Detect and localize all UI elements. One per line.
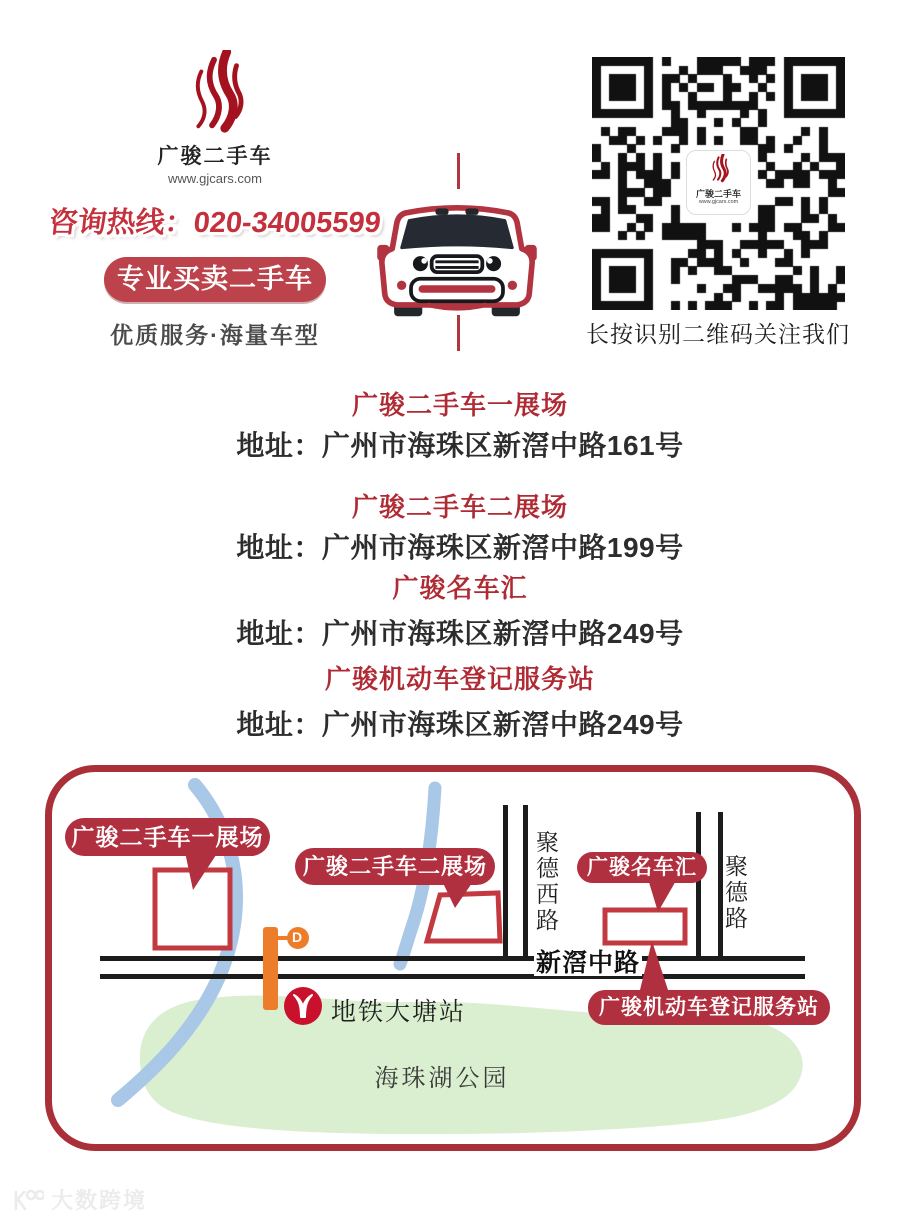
location-title: 广骏名车汇 [392,573,528,603]
brand-name: 广骏二手车 [157,145,273,168]
building-site2 [427,893,500,941]
location-address: 地址：广州市海珠区新滘中路199号 [236,532,684,563]
location-address: 地址：广州市海珠区新滘中路249号 [236,618,684,649]
tagline-text: 优质服务·海量车型 [110,322,320,348]
header-left [48,50,382,350]
metro-exit-label: D [292,929,303,945]
location-title: 广骏二手车二展场 [351,492,568,522]
location-title: 广骏二手车一展场 [351,390,568,420]
map-bubble-site1: 广骏二手车一展场 [65,818,270,856]
building-site3 [605,910,685,943]
car-icon [377,198,537,320]
location-address: 地址：广州市海珠区新滘中路161号 [236,430,684,461]
service-badge: 专业买卖二手车 [104,257,326,302]
qr-center-logo [686,150,751,215]
watermark-logo [12,1187,44,1213]
qr-logo-site: www.gjcars.com [698,198,739,205]
map-bubble-site3: 广骏名车汇 [577,852,707,883]
map-container [45,765,861,1151]
brand-website: www.gjcars.com [168,171,262,186]
flame-logo-icon [183,50,247,138]
road-label-judexi: 聚德西路 [533,830,559,934]
road-label-xinjiao: 新滘中路 [535,949,640,977]
watermark-text: 大数跨境 [51,1188,148,1213]
park-label: 海珠湖公园 [374,1065,510,1092]
watermark [12,1184,147,1215]
qr-logo-name: 广骏二手车 [695,189,741,199]
road-label-jude: 聚德路 [722,854,748,932]
flame-logo-icon [708,154,730,184]
divider-line [457,315,460,351]
metro-station-label: 地铁大塘站 [331,998,467,1026]
location-title: 广骏机动车登记服务站 [324,664,595,694]
map-bubble-site2: 广骏二手车二展场 [295,848,495,885]
qr-caption: 长按识别二维码关注我们 [586,321,850,347]
map-bubble-site4: 广骏机动车登记服务站 [588,990,830,1025]
divider-line [457,153,460,189]
location-address: 地址：广州市海珠区新滘中路249号 [236,709,684,740]
metro-bar [263,927,278,1010]
hotline-text[interactable]: 咨询热线：020-34005599 [47,207,383,239]
